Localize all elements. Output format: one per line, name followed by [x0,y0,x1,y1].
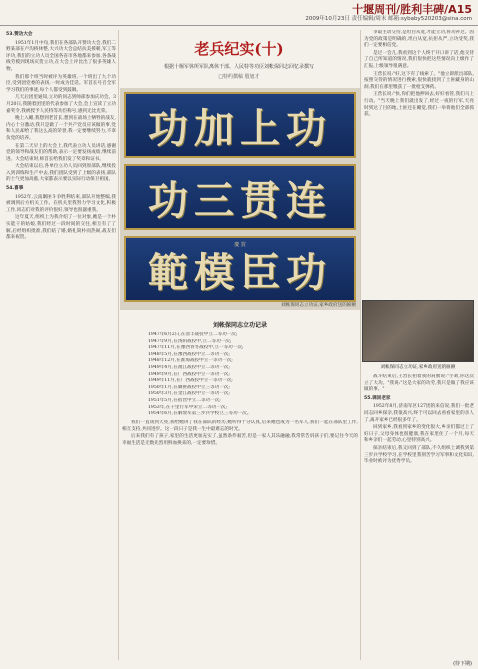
right-column [364,30,474,296]
record-item: 1950年3月,在金江战役中立一等功一次; [148,391,230,397]
section-heading: 54.喜事 [6,186,24,192]
paragraph: 是过一会儿,我看到这个人终于开口讲了话,他交待了自己所知道的情况,我们很快把这些情况向上级作了汇报,上级领导很满意。 [364,50,474,69]
record-item: 1948年12月,在淮海战役中立一等功一次; [148,358,233,364]
column-divider [118,30,119,660]
record-item: 1950年1月,在剿匪战役中立三等功一次; [148,384,230,390]
section-heading: 55.调回老家 [364,395,391,401]
portrait-photo [362,300,474,362]
plaque-2-text: 功三贯连 [148,176,332,224]
record-item: 1947年6月2日,在清丰战役中立二等功一次; [148,332,238,337]
plaque-photo [120,88,360,310]
continued-note: (待下期) [453,661,472,667]
record-item: 1947年11月,在豫西青冬战役中,立一等功一次; [148,345,244,351]
record-title: 刘帐保同志立功记录 [212,322,267,329]
paragraph: 探亲结束后,我又回到了部队,不久组织上调我到第三步兵学校学习,在学校里我刻苦学习军事和文化知识,毕业时被评为优秀学员。 [364,445,474,465]
left-column [6,30,116,660]
article-byline: □特约撰稿 殷旭才 [218,74,260,80]
photo-caption: 刘帐保同志立功证,家乡政府送的匾额 [380,365,456,370]
paragraph: 王营长说:"快,你们把他押回去,好好看管,我们马上行动。"当天晚上我们就出发了,经过一夜的行军,天亮时到达了目的地,土匪还在睡觉,我们一举将他们全部抓获。 [364,92,474,118]
plaque-2 [124,164,356,230]
right-column-lower [364,374,474,654]
record-item: 1951年5月,在宿营中立二等功一次; [148,397,221,403]
paragraph: 后来我们有了孩子,家里的生活更加充实了,虽然条件艰苦,但是一家人其乐融融,我常常告诉孩子们,要记住今天的幸福生活是无数先烈用鲜血换来的,一定要珍惜。 [122,434,358,446]
paragraph: 争取主动交待,是坦白从宽,才能立功,将功补过。因为党的政策是明确的,坦白从宽,抗拒从严,立功受奖,我们一定要相信党。 [364,30,474,49]
paragraph: 王营长说:"好,这下有了线索了。"他立即派出部队,按照交待的情况进行搜索,很快就找到了土匪藏身的山洞,我们在那里缴获了一批枪支弹药。 [364,71,474,90]
paragraph: 我们一直谈到天亮,我给她讲了我在部队的经历,她听得十分认真,后来她也成为一名军人,我们一起在部队里工作,相互支持,共同进步。这一段日子是我一生中最难忘的时光。 [122,420,358,432]
paragraph: 战斗结束后,王营长拍着我的肩膀说:"小刘,你这次立了大功。"我说:"这是大家的功劳,我只是做了我应该做的事。" [364,374,474,393]
paragraph: 大会结束以后,各单位立功人员回到原部队,继续投入到训练和生产中去,我们团队受到了上级的表扬,部队的士气更加高涨,大家都表示要以实际行动保卫祖国。 [6,164,116,183]
paragraph: 几天后团里通知,立功的同志到师部参加庆功会。3月20日,我随着团里的代表参加了大会,会上宣读了立功嘉奖令,我被授予人民特等功臣称号,感到无比光荣。 [6,95,116,114]
record-list [120,332,360,418]
paragraph: 晚上入睡,我想到老首长,想到在战场上牺牲的战友,内心十分激动,我只是做了一个共产党员应该做的事,党和人民却给了我这么高的荣誉,我一定要继续努力,不辜负党的培养。 [6,116,116,141]
paragraph: 回到家乡,我看到家乡的变化很大,乡亲们都过上了好日子,父母身体也很健康,我在家里住了一个月,每天和乡亲们一起劳动,心里特别高兴。 [364,425,474,444]
article-header [120,38,358,84]
middle-column [122,420,358,660]
plaque-1-text: 功加上功 [148,104,332,152]
plaque-caption-b: 家乡政府送的匾额 [319,303,356,308]
plaque-3 [124,236,356,302]
plaque-caption-a: 刘帐保同志立功证, [281,303,320,308]
article-title: 老兵纪实(十) [194,40,284,58]
page-header [0,0,478,26]
column-divider [360,30,361,660]
paragraph: 1952年,云南剿匪斗争胜利结束,部队开始整编,我被调到后方机关工作。在机关里我努力学习文化,积极工作,同志们对我的评价很好,领导也很器重我。 [6,194,116,213]
section-heading: 53.赞功大会 [6,32,33,37]
record-item: 1954年6月,在解放军第三步兵学校立三等功一次。 [148,411,252,417]
paragraph: 我们那个班当时被评为英雄班,一个班出了九个功臣,受到团党委的表扬,一时成为佳话。军首长号召全军学习我们的事迹,每个人都受到鼓舞。 [6,74,116,93]
plaque-3-top: 慶 賀 [234,242,246,248]
record-item: 1947年9月,在汤阴战役中,立二等功一次; [148,338,232,344]
plaque-3-text: 範模臣功 [148,248,332,296]
section-title: 十堰周刊/胜利丰碑/A15 [352,3,472,16]
record-item: 1949年11月,在广西战役中立一等功一次; [148,378,233,384]
plaque-1 [124,92,356,158]
header-meta: 2009年10月23日 责任编辑/周末 邮箱:sybaby520203@sina.com [305,16,472,22]
article-subtitle: 根据十堰军休所军队离休干部、人民特等功臣刘帐保同志回忆录撰写 [163,64,314,70]
paragraph: 在第二天早上的大会上,我代表立功人员讲话,感谢党的领导和战友们的帮助,表示一定要发扬成绩,继续前进。大会结束时,师首长给我们发了奖章和证书。 [6,143,116,162]
plaque-caption [281,302,356,308]
record-item: 1949年4月,在渡江战役中立二等功一次; [148,364,230,370]
paragraph: 这年夏天,组织上为我介绍了一位对象,她是一个朴实能干的姑娘,我们经过一段时间的交往,相互有了了解,后经组织批准,我们结了婚,婚礼简朴而热闹,战友们都来祝贺。 [6,215,116,241]
record-item: 1948年5月,在豫西战役中立二等功一次; [148,351,230,357]
paragraph: 1952年8月,济南军区127团的来信说,我们一批老同志回乡探亲,我很高兴,终于可以回去看看家里的亲人了,离开家乡已经很多年了。 [364,404,474,423]
header-rule [0,25,478,26]
record-item: 1949年9月,在广西战役中立一等功一次; [148,371,230,377]
paragraph: 1951年1月中旬,我们在各部队开赞功大会,我们二野某部在卢沟桥休整,大兴功大会总结抗美援朝,军工等评功,我们的立功人员全国各省市各地都来参加,各条战线劳模到现场庆贺立功,在大会上评比出了很多英雄人物。 [6,40,116,72]
merit-record [120,320,360,418]
record-item: 1953年,在千里行军中荣立二等功一次; [148,404,228,410]
